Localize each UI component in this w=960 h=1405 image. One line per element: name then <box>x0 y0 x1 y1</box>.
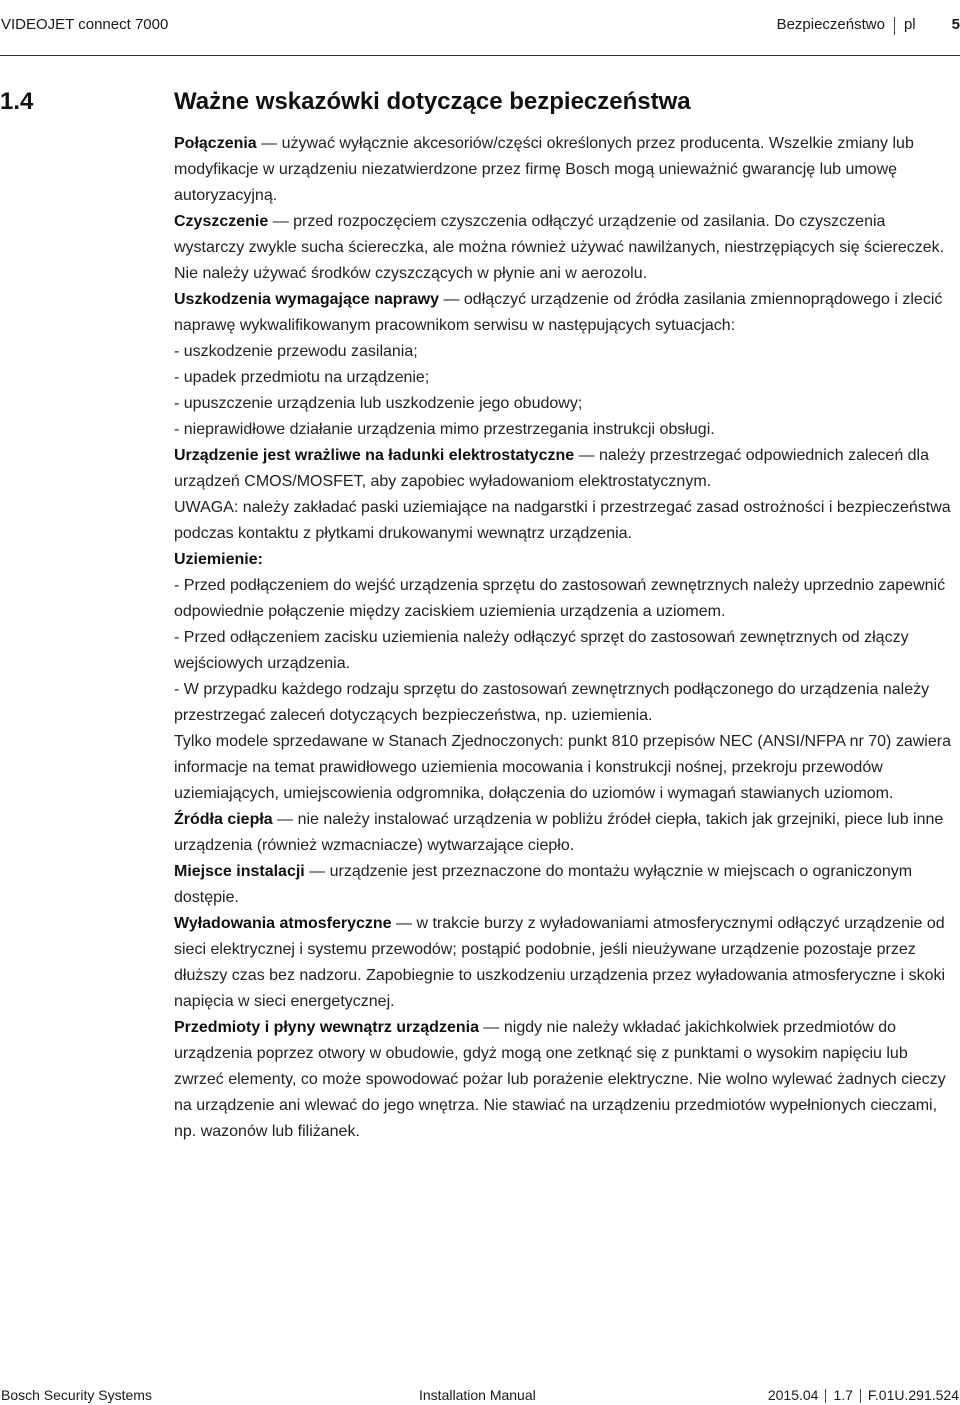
paragraph <box>174 573 954 625</box>
paragraph-text: — urządzenie jest przeznaczone do montażu wyłącznie w miejscach o ograniczonym dostępie. <box>174 863 913 906</box>
footer-company: Bosch Security Systems <box>1 1387 152 1403</box>
page-number: 5 <box>951 16 960 33</box>
paragraph-text: UWAGA: należy zakładać paski uziemiające na nadgarstki i przestrzegać zasad ostrożności i bezpieczeństwa podczas kontaktu z płytkami drukowanymi wewnątrz urządzenia. <box>174 499 951 542</box>
paragraph <box>174 807 954 859</box>
paragraph <box>174 339 954 365</box>
paragraph-text: - Przed odłączeniem zacisku uziemienia należy odłączyć sprzęt do zastosowań zewnętrznych od złączy wejściowych urządzenia. <box>174 629 909 672</box>
paragraph-lead: Źródła ciepła <box>174 811 273 828</box>
header-separator <box>894 17 895 35</box>
paragraph-text: — należy przestrzegać odpowiednich zaleceń dla urządzeń CMOS/MOSFET, aby zapobiec wyładowaniom elektrostatycznym. <box>174 447 930 490</box>
footer-doc-id: F.01U.291.524 <box>867 1387 959 1403</box>
paragraph-text: — odłączyć urządzenie od źródła zasilania zmiennoprądowego i zlecić naprawę wykwalifikowanym pracownikom serwisu w następujących sytuacjach: <box>174 291 943 334</box>
paragraph-text: — nie należy instalować urządzenia w pobliżu źródeł ciepła, takich jak grzejniki, piece lub inne urządzenia (również wzmacniacze) wytwarzające ciepło. <box>174 811 944 854</box>
paragraph-text: - Przed podłączeniem do wejść urządzenia sprzętu do zastosowań zewnętrznych należy uprzednio zapewnić odpowiednie połączenie między zaciskiem uziemienia urządzenia a uziomem. <box>174 577 946 620</box>
header-chapter: Bezpieczeństwo <box>776 16 885 33</box>
paragraph-text: Tylko modele sprzedawane w Stanach Zjednoczonych: punkt 810 przepisów NEC (ANSI/NFPA nr 70) zawiera informacje na temat prawidłowego uziemienia mocowania i konstrukcji nośnej, przekroju przewodów uziemiających, umiejscowienia odgromnika, dołączenia do uziomów i wymagań stawianych uziomom. <box>174 733 951 802</box>
header-lang: pl <box>903 16 916 33</box>
paragraph-text: - upadek przedmiotu na urządzenie; <box>174 369 430 386</box>
paragraph <box>174 365 954 391</box>
paragraph-text: — przed rozpoczęciem czyszczenia odłączyć urządzenie od zasilania. Do czyszczenia wystarczy zwykle sucha ściereczka, ale można również używać nawilżanych, niestrzępiących się ściereczek. Nie należy używać środków czyszczących w płynie ani w aerozolu. <box>174 213 945 282</box>
section-heading <box>0 88 960 122</box>
paragraph <box>174 131 954 209</box>
paragraph-text: - uszkodzenie przewodu zasilania; <box>174 343 418 360</box>
section-title: Ważne wskazówki dotyczące bezpieczeństwa <box>174 88 691 115</box>
header-divider <box>0 55 960 56</box>
paragraph <box>174 547 954 573</box>
body-text <box>174 131 954 1145</box>
paragraph-lead: Urządzenie jest wrażliwe na ładunki elektrostatyczne <box>174 447 575 464</box>
footer-separator <box>825 1389 826 1403</box>
paragraph <box>174 859 954 911</box>
paragraph-lead: Uszkodzenia wymagające naprawy <box>174 291 439 308</box>
paragraph <box>174 495 954 547</box>
paragraph <box>174 443 954 495</box>
footer-doc-type: Installation Manual <box>419 1387 536 1403</box>
page-footer <box>0 1387 960 1405</box>
paragraph-text: — nigdy nie należy wkładać jakichkolwiek przedmiotów do urządzenia poprzez otwory w obudowie, gdyż mogą one zetknąć się z punktami o wysokim napięciu lub zwrzeć elementy, co może spowodować pożar lub porażenie elektryczne. Nie wolno wylewać żadnych cieczy na urządzenie ani wlewać do jego wnętrza. Nie stawiać na urządzeniu przedmiotów wypełnionych cieczami, np. wazonów lub filiżanek. <box>174 1019 946 1140</box>
header-product: VIDEOJET connect 7000 <box>1 16 169 33</box>
section-number: 1.4 <box>0 88 34 115</box>
page-header <box>1 16 960 40</box>
paragraph-lead: Miejsce instalacji <box>174 863 305 880</box>
paragraph <box>174 209 954 287</box>
paragraph-lead: Połączenia <box>174 135 257 152</box>
paragraph <box>174 1015 954 1145</box>
paragraph-text: — w trakcie burzy z wyładowaniami atmosferycznymi odłączyć urządzenie od sieci elektrycznej i systemu przewodów; postąpić podobnie, jeśli nieużywane urządzenie pozostaje przez dłuższy czas bez nadzoru. Zapobiegnie to uszkodzeniu urządzenia przez wyładowania atmosferyczne i skoki napięcia w sieci energetycznej. <box>174 915 946 1010</box>
paragraph-lead: Czyszczenie <box>174 213 269 230</box>
footer-right <box>768 1387 959 1403</box>
footer-date: 2015.04 <box>767 1387 819 1403</box>
paragraph <box>174 417 954 443</box>
paragraph-text: — używać wyłącznie akcesoriów/części określonych przez producenta. Wszelkie zmiany lub modyfikacje w urządzeniu niezatwierdzone przez firmę Bosch mogą unieważnić gwarancję lub umowę autoryzacyjną. <box>174 135 914 204</box>
paragraph <box>174 287 954 339</box>
paragraph <box>174 677 954 729</box>
paragraph <box>174 911 954 1015</box>
paragraph-text: - upuszczenie urządzenia lub uszkodzenie jego obudowy; <box>174 395 583 412</box>
paragraph <box>174 729 954 807</box>
paragraph <box>174 391 954 417</box>
header-right <box>777 16 960 35</box>
paragraph-lead: Uziemienie: <box>174 551 263 568</box>
paragraph-lead: Przedmioty i płyny wewnątrz urządzenia <box>174 1019 479 1036</box>
footer-separator <box>860 1389 861 1403</box>
paragraph <box>174 625 954 677</box>
footer-version: 1.7 <box>833 1387 853 1403</box>
paragraph-lead: Wyładowania atmosferyczne <box>174 915 392 932</box>
paragraph-text: - W przypadku każdego rodzaju sprzętu do zastosowań zewnętrznych podłączonego do urządzenia należy przestrzegać zaleceń dotyczących bezpieczeństwa, np. uziemienia. <box>174 681 930 724</box>
paragraph-text: - nieprawidłowe działanie urządzenia mimo przestrzegania instrukcji obsługi. <box>174 421 715 438</box>
